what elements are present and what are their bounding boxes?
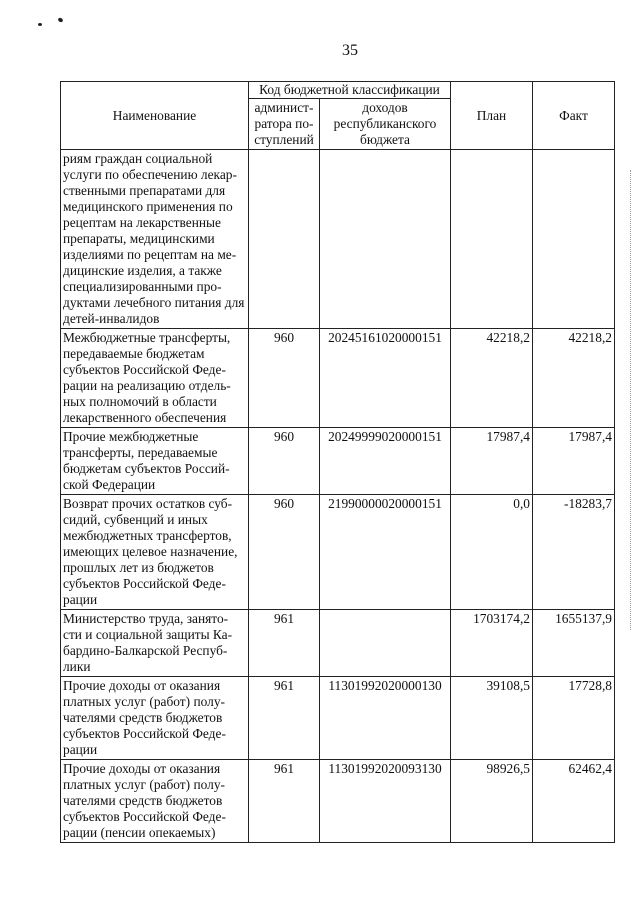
row-name: Межбюджетные трансферты, передаваемые бюджетам субъектов Российской Феде-рации на реализацию отдель-ных полномочий в области лекарственного обеспечения bbox=[61, 329, 249, 428]
row-admin-code: 960 bbox=[249, 428, 320, 495]
row-plan: 98926,5 bbox=[451, 760, 533, 843]
row-name: Прочие доходы от оказания платных услуг (работ) полу-чателями средств бюджетов субъектов Российской Феде-рации bbox=[61, 677, 249, 760]
row-plan: 17987,4 bbox=[451, 428, 533, 495]
row-plan: 0,0 bbox=[451, 495, 533, 610]
table-row bbox=[61, 677, 615, 760]
scan-edge-mark bbox=[630, 170, 632, 630]
row-fact: 1655137,9 bbox=[533, 610, 615, 677]
scan-speck bbox=[57, 17, 63, 23]
row-admin-code bbox=[249, 150, 320, 329]
page-number: 35 bbox=[342, 42, 358, 59]
row-fact: 17728,8 bbox=[533, 677, 615, 760]
table-row bbox=[61, 428, 615, 495]
row-plan: 39108,5 bbox=[451, 677, 533, 760]
header-classification: Код бюджетной классификации bbox=[249, 82, 451, 99]
table-row bbox=[61, 495, 615, 610]
row-income-code: 11301992020093130 bbox=[320, 760, 451, 843]
scan-speck bbox=[38, 23, 42, 26]
row-admin-code: 961 bbox=[249, 677, 320, 760]
row-fact bbox=[533, 150, 615, 329]
row-income-code bbox=[320, 610, 451, 677]
row-fact: 42218,2 bbox=[533, 329, 615, 428]
header-name: Наименование bbox=[61, 82, 249, 150]
row-fact: 62462,4 bbox=[533, 760, 615, 843]
table-row bbox=[61, 150, 615, 329]
row-admin-code: 961 bbox=[249, 610, 320, 677]
row-name: Возврат прочих остатков суб-сидий, субвенций и иных межбюджетных трансфертов, имеющих целевое назначение, прошлых лет из бюджетов субъектов Российской Феде-рации bbox=[61, 495, 249, 610]
row-admin-code: 961 bbox=[249, 760, 320, 843]
row-admin-code: 960 bbox=[249, 329, 320, 428]
row-plan: 1703174,2 bbox=[451, 610, 533, 677]
header-income: доходов республиканского бюджета bbox=[320, 99, 451, 150]
table-row bbox=[61, 760, 615, 843]
header-plan: План bbox=[451, 82, 533, 150]
row-name: Прочие межбюджетные трансферты, передаваемые бюджетам субъектов Россий-ской Федерации bbox=[61, 428, 249, 495]
row-admin-code: 960 bbox=[249, 495, 320, 610]
row-name: Министерство труда, занято-сти и социальной защиты Ка-бардино-Балкарской Респуб-лики bbox=[61, 610, 249, 677]
budget-table bbox=[60, 81, 615, 843]
row-income-code: 20245161020000151 bbox=[320, 329, 451, 428]
header-admin: админист-ратора по-ступлений bbox=[249, 99, 320, 150]
row-fact: -18283,7 bbox=[533, 495, 615, 610]
row-plan: 42218,2 bbox=[451, 329, 533, 428]
row-name: Прочие доходы от оказания платных услуг (работ) полу-чателями средств бюджетов субъектов Российской Феде-рации (пенсии опекаемых) bbox=[61, 760, 249, 843]
header-fact: Факт bbox=[533, 82, 615, 150]
row-income-code bbox=[320, 150, 451, 329]
row-fact: 17987,4 bbox=[533, 428, 615, 495]
row-income-code: 11301992020000130 bbox=[320, 677, 451, 760]
table-header-row bbox=[61, 82, 615, 99]
table-row bbox=[61, 329, 615, 428]
table-row bbox=[61, 610, 615, 677]
row-income-code: 21990000020000151 bbox=[320, 495, 451, 610]
row-name: риям граждан социальной услуги по обеспечению лекар-ственными препаратами для медицинского применения по рецептам на лекарственные препараты, медицинскими изделиями по рецептам на ме-дицинские изделия, а также специализированными про-дуктами лечебного питания для детей-инвалидов bbox=[61, 150, 249, 329]
row-plan bbox=[451, 150, 533, 329]
row-income-code: 20249999020000151 bbox=[320, 428, 451, 495]
